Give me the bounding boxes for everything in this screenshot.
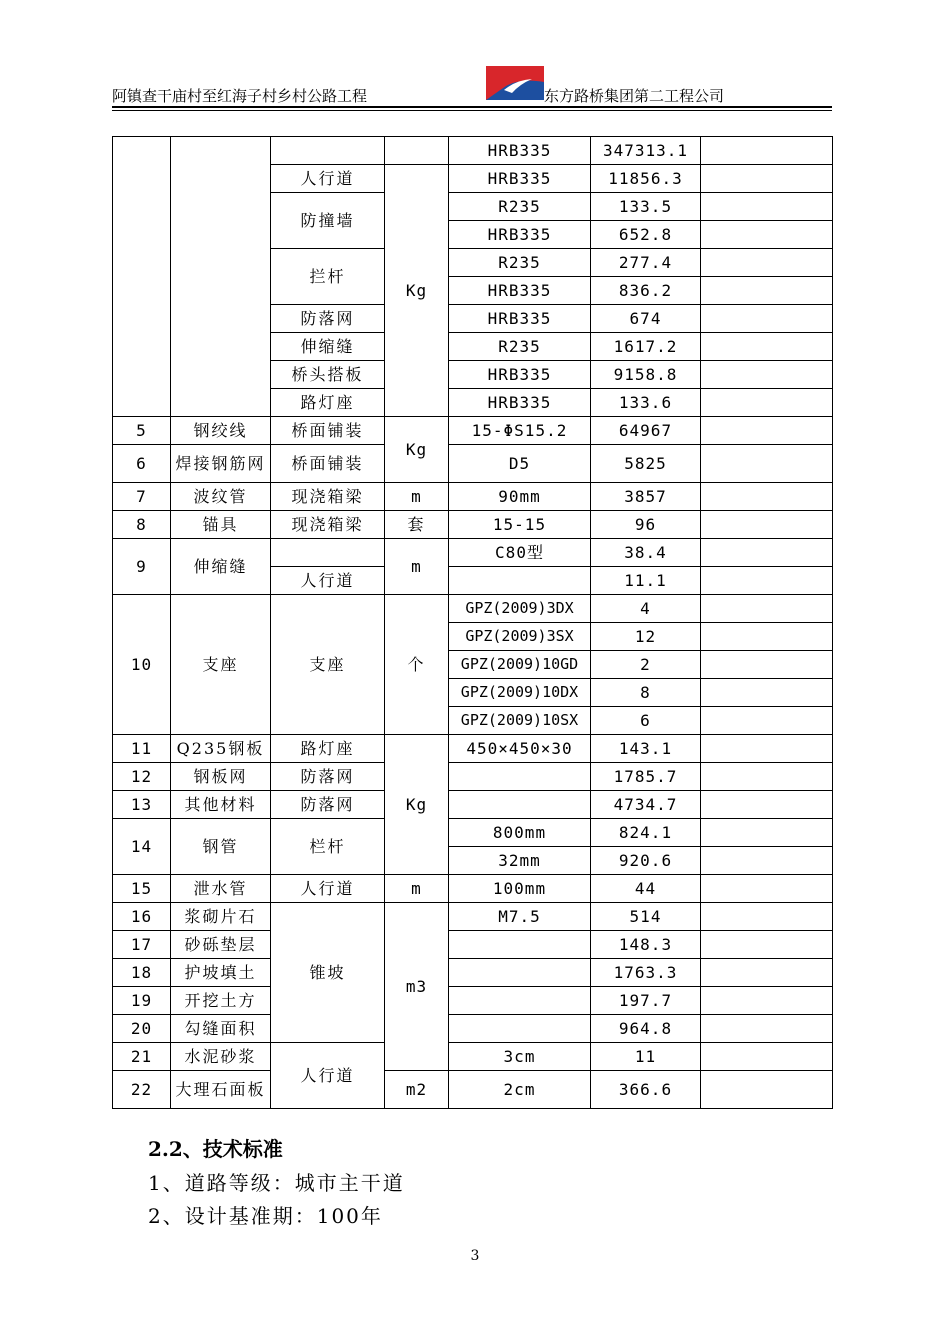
table-cell: 17 [113, 931, 171, 959]
table-cell [701, 539, 833, 567]
table-cell: 3cm [449, 1043, 591, 1071]
table-cell: 8 [113, 511, 171, 539]
table-row [113, 595, 833, 623]
table-cell: 12 [113, 763, 171, 791]
table-cell: Kg [385, 735, 449, 875]
table-cell: 5825 [591, 445, 701, 483]
table-cell: 支座 [271, 595, 385, 735]
table-cell [701, 959, 833, 987]
table-cell: D5 [449, 445, 591, 483]
table-cell: m [385, 483, 449, 511]
table-cell: 133.5 [591, 193, 701, 221]
table-cell: 143.1 [591, 735, 701, 763]
table-cell: 水泥砂浆 [171, 1043, 271, 1071]
table-row [113, 1071, 833, 1109]
table-cell: C80型 [449, 539, 591, 567]
table-cell: 桥面铺装 [271, 417, 385, 445]
table-cell [701, 791, 833, 819]
table-cell: R235 [449, 249, 591, 277]
table-cell: GPZ(2009)10SX [449, 707, 591, 735]
table-cell [701, 361, 833, 389]
table-row [113, 1043, 833, 1071]
table-cell [701, 931, 833, 959]
table-cell [271, 539, 385, 567]
table-cell: m3 [385, 903, 449, 1071]
table-cell: 拦杆 [271, 249, 385, 305]
table-cell: 100mm [449, 875, 591, 903]
table-cell: 4734.7 [591, 791, 701, 819]
table-cell [701, 277, 833, 305]
company-logo [486, 66, 544, 100]
table-cell: 人行道 [271, 1043, 385, 1109]
table-row [113, 511, 833, 539]
table-cell: 1617.2 [591, 333, 701, 361]
table-cell: 347313.1 [591, 137, 701, 165]
table-cell [701, 567, 833, 595]
table-cell: 勾缝面积 [171, 1015, 271, 1043]
table-cell: 11.1 [591, 567, 701, 595]
table-cell: m [385, 539, 449, 595]
table-cell: 桥面铺装 [271, 445, 385, 483]
header-rule-thin [112, 110, 832, 111]
table-cell: 钢板网 [171, 763, 271, 791]
table-cell [701, 483, 833, 511]
table-cell [449, 959, 591, 987]
table-cell: M7.5 [449, 903, 591, 931]
table-cell [701, 389, 833, 417]
table-cell: 11856.3 [591, 165, 701, 193]
table-cell [449, 1015, 591, 1043]
table-cell: 浆砌片石 [171, 903, 271, 931]
table-cell: 15 [113, 875, 171, 903]
table-row [113, 931, 833, 959]
table-cell: HRB335 [449, 361, 591, 389]
table-cell: 15-15 [449, 511, 591, 539]
table-cell: 防落网 [271, 305, 385, 333]
table-cell: 个 [385, 595, 449, 735]
table-cell: 21 [113, 1043, 171, 1071]
table-cell: HRB335 [449, 277, 591, 305]
table-cell: 800mm [449, 819, 591, 847]
table-cell: 920.6 [591, 847, 701, 875]
table-cell [449, 931, 591, 959]
table-cell: 148.3 [591, 931, 701, 959]
table-cell: 514 [591, 903, 701, 931]
table-row [113, 763, 833, 791]
standard-design-period: 2、设计基准期：100年 [148, 1204, 383, 1228]
table-cell: 14 [113, 819, 171, 875]
table-cell: 路灯座 [271, 735, 385, 763]
table-cell: GPZ(2009)3SX [449, 623, 591, 651]
table-cell: 3857 [591, 483, 701, 511]
table-row [113, 735, 833, 763]
table-cell: 2 [591, 651, 701, 679]
materials-table [112, 136, 833, 1109]
table-cell: GPZ(2009)10GD [449, 651, 591, 679]
table-cell: 11 [113, 735, 171, 763]
table-cell: 13 [113, 791, 171, 819]
section-heading: 2.2、技术标准 [148, 1137, 283, 1161]
table-cell: 开挖土方 [171, 987, 271, 1015]
table-cell [271, 137, 385, 165]
table-cell: 现浇箱梁 [271, 511, 385, 539]
table-cell: 9158.8 [591, 361, 701, 389]
table-cell: 22 [113, 1071, 171, 1109]
table-cell: 现浇箱梁 [271, 483, 385, 511]
table-cell [701, 875, 833, 903]
table-cell: HRB335 [449, 305, 591, 333]
table-cell [701, 249, 833, 277]
table-cell [449, 567, 591, 595]
table-cell: 90mm [449, 483, 591, 511]
table-cell: HRB335 [449, 389, 591, 417]
table-cell: 6 [591, 707, 701, 735]
table-row [113, 903, 833, 931]
table-cell [701, 595, 833, 623]
table-cell: 652.8 [591, 221, 701, 249]
table-cell: 伸缩缝 [171, 539, 271, 595]
table-cell: HRB335 [449, 165, 591, 193]
table-cell: 20 [113, 1015, 171, 1043]
table-cell: 防撞墙 [271, 193, 385, 249]
table-cell: 焊接钢筋网 [171, 445, 271, 483]
table-cell: m2 [385, 1071, 449, 1109]
standard-road-grade: 1、道路等级：城市主干道 [148, 1171, 405, 1195]
table-cell: 277.4 [591, 249, 701, 277]
table-cell: 人行道 [271, 165, 385, 193]
table-cell: m [385, 875, 449, 903]
table-cell: 7 [113, 483, 171, 511]
table-cell [701, 1015, 833, 1043]
table-cell: 1785.7 [591, 763, 701, 791]
table-row [113, 819, 833, 847]
table-cell: 4 [591, 595, 701, 623]
table-cell: 8 [591, 679, 701, 707]
table-cell [701, 1043, 833, 1071]
table-row [113, 417, 833, 445]
table-cell: 人行道 [271, 567, 385, 595]
table-cell: 大理石面板 [171, 1071, 271, 1109]
table-cell: 19 [113, 987, 171, 1015]
table-cell: 12 [591, 623, 701, 651]
table-cell: 泄水管 [171, 875, 271, 903]
table-cell: R235 [449, 193, 591, 221]
table-cell [701, 651, 833, 679]
table-cell [171, 137, 271, 417]
table-cell: 64967 [591, 417, 701, 445]
table-cell [701, 305, 833, 333]
table-cell [449, 791, 591, 819]
table-cell: HRB335 [449, 221, 591, 249]
company-name: 东方路桥集团第二工程公司 [544, 87, 725, 105]
table-row [113, 1015, 833, 1043]
table-cell [701, 735, 833, 763]
table-cell: 2cm [449, 1071, 591, 1109]
table-row [113, 987, 833, 1015]
table-cell: 11 [591, 1043, 701, 1071]
table-cell: 96 [591, 511, 701, 539]
table-cell: 18 [113, 959, 171, 987]
table-cell: 钢管 [171, 819, 271, 875]
table-row [113, 539, 833, 567]
table-row [113, 483, 833, 511]
table-cell: 路灯座 [271, 389, 385, 417]
table-cell [701, 819, 833, 847]
table-cell: 32mm [449, 847, 591, 875]
table-cell: 15-ΦS15.2 [449, 417, 591, 445]
table-cell: 824.1 [591, 819, 701, 847]
table-cell: 伸缩缝 [271, 333, 385, 361]
table-cell [449, 763, 591, 791]
table-row [113, 959, 833, 987]
table-cell: 6 [113, 445, 171, 483]
table-cell [701, 847, 833, 875]
table-cell: 防落网 [271, 763, 385, 791]
table-cell: 10 [113, 595, 171, 735]
table-cell: 450×450×30 [449, 735, 591, 763]
table-cell: 锥坡 [271, 903, 385, 1043]
table-cell: 197.7 [591, 987, 701, 1015]
table-cell: 钢绞线 [171, 417, 271, 445]
page-header [112, 66, 832, 116]
table-cell [701, 333, 833, 361]
table-cell [701, 679, 833, 707]
table-cell [701, 1071, 833, 1109]
table-cell [701, 623, 833, 651]
table-cell: 套 [385, 511, 449, 539]
table-cell: 5 [113, 417, 171, 445]
table-cell: GPZ(2009)10DX [449, 679, 591, 707]
table-cell: 9 [113, 539, 171, 595]
table-cell: Kg [385, 417, 449, 483]
table-cell [701, 511, 833, 539]
table-cell: 栏杆 [271, 819, 385, 875]
table-cell: 836.2 [591, 277, 701, 305]
table-cell: 964.8 [591, 1015, 701, 1043]
table-cell [701, 221, 833, 249]
table-cell: Q235钢板 [171, 735, 271, 763]
table-cell: Kg [385, 165, 449, 417]
table-cell [701, 987, 833, 1015]
table-row [113, 445, 833, 483]
table-cell: 防落网 [271, 791, 385, 819]
table-cell [701, 193, 833, 221]
table-cell: 16 [113, 903, 171, 931]
table-cell: HRB335 [449, 137, 591, 165]
table-cell: 133.6 [591, 389, 701, 417]
table-cell [701, 445, 833, 483]
table-cell [701, 763, 833, 791]
table-cell: 锚具 [171, 511, 271, 539]
table-cell [701, 417, 833, 445]
table-cell: R235 [449, 333, 591, 361]
table-cell: 38.4 [591, 539, 701, 567]
table-cell [701, 903, 833, 931]
table-cell: 其他材料 [171, 791, 271, 819]
table-row [113, 875, 833, 903]
table-cell [701, 707, 833, 735]
table-cell [701, 137, 833, 165]
table-cell: 674 [591, 305, 701, 333]
table-cell: 人行道 [271, 875, 385, 903]
table-row [113, 791, 833, 819]
table-row [113, 137, 833, 165]
header-rule [112, 106, 832, 108]
table-cell [113, 137, 171, 417]
project-title: 阿镇查干庙村至红海子村乡村公路工程 [112, 87, 368, 105]
table-cell [449, 987, 591, 1015]
table-cell: 桥头搭板 [271, 361, 385, 389]
table-cell: 366.6 [591, 1071, 701, 1109]
table-cell: 护坡填土 [171, 959, 271, 987]
table-cell: 支座 [171, 595, 271, 735]
table-cell: 砂砾垫层 [171, 931, 271, 959]
table-cell: GPZ(2009)3DX [449, 595, 591, 623]
table-cell [385, 137, 449, 165]
table-cell [701, 165, 833, 193]
table-cell: 1763.3 [591, 959, 701, 987]
table-cell: 波纹管 [171, 483, 271, 511]
page-number: 3 [470, 1248, 480, 1264]
table-cell: 44 [591, 875, 701, 903]
